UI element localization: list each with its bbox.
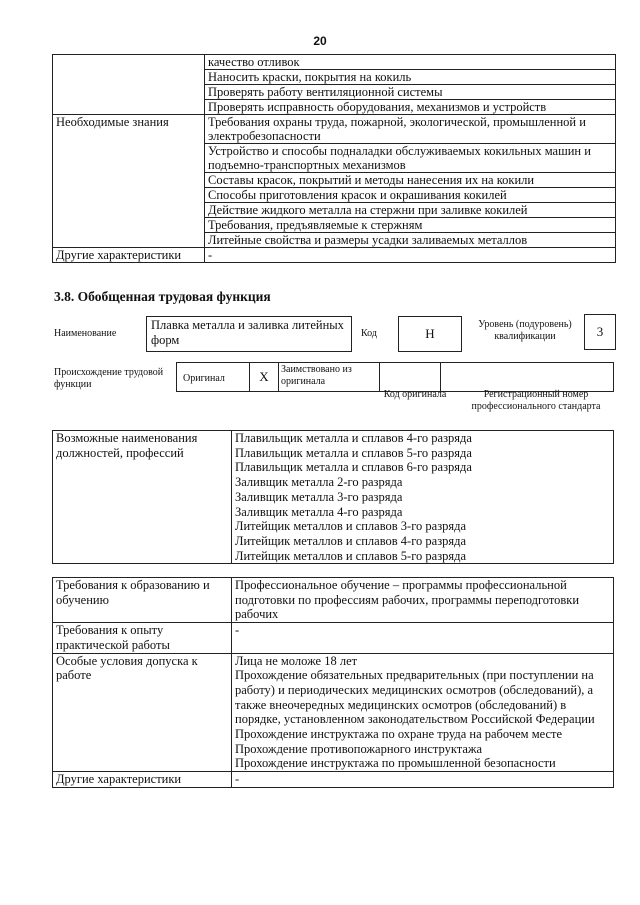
education-value: Профессиональное обучение – программы профессиональной подготовки по профессиям рабочих, программы переподготовки рабочих (232, 578, 614, 623)
list-item: Плавильщик металла и сплавов 5-го разряда (235, 445, 472, 460)
experience-label: Требования к опыту практической работы (53, 623, 232, 653)
reg-number-cell (441, 363, 614, 392)
admission-label: Особые условия допуска к работе (53, 653, 232, 772)
list-item: Прохождение противопожарного инструктажа (235, 741, 483, 756)
list-item: Устройство и способы подналадки обслуживаемых кокильных машин и подъемно-транспортных механизмов (205, 144, 615, 173)
list-item: Требования охраны труда, пожарной, экологической, промышленной и электробезопасности (205, 115, 615, 144)
list-item: Плавильщик металла и сплавов 6-го разряда (235, 460, 472, 475)
list-item: Литейщик металлов и сплавов 4-го разряда (235, 533, 467, 548)
list-item: Проверять исправность оборудования, механизмов и устройств (208, 100, 547, 114)
code-label: Код (361, 328, 377, 339)
row-label (53, 55, 205, 115)
level-box (584, 314, 616, 350)
code-box (398, 316, 462, 352)
level-label: Уровень (подуровень) квалификации (478, 319, 572, 342)
function-name-box (146, 316, 352, 352)
list-item: - (205, 248, 616, 263)
section-title: 3.8. Обобщенная трудовая функция (54, 289, 271, 304)
function-name: Плавка металла и заливка литейных форм (151, 318, 344, 347)
list-item: Прохождение инструктажа по охране труда на рабочем месте (235, 727, 563, 742)
reg-number-label: Регистрационный номер профессионального стандарта (471, 389, 601, 412)
original-mark: X (259, 369, 269, 384)
positions-label: Возможные наименования должностей, профессий (53, 431, 232, 564)
list-item: Заливщик металла 4-го разряда (235, 504, 403, 519)
list-item: Плавильщик металла и сплавов 4-го разряда (235, 431, 472, 445)
list-item: Лица не моложе 18 лет (235, 653, 358, 668)
code-original-cell (380, 363, 441, 392)
level-value: 3 (596, 324, 604, 339)
code-value: H (425, 326, 435, 341)
list-item: Действие жидкого металла на стержни при заливке кокилей (205, 203, 615, 218)
original-label: Оригинал (183, 373, 225, 384)
skills-knowledge-table (52, 54, 616, 263)
other-value: - (232, 772, 614, 788)
list-item: Литейщик металлов и сплавов 5-го разряда (235, 548, 467, 563)
experience-value: - (232, 623, 614, 653)
requirements-table (52, 577, 614, 788)
page-number: 20 (313, 34, 327, 48)
origin-label: Происхождение трудовой функции (54, 367, 164, 390)
list-item: Литейщик металлов и сплавов 3-го разряда (235, 519, 467, 534)
list-item: Способы приготовления красок и окрашивания кокилей (205, 188, 615, 203)
list-item: качество отливок (205, 55, 615, 70)
education-label: Требования к образованию и обучению (53, 578, 232, 623)
name-label: Наименование (54, 328, 117, 339)
origin-table (176, 362, 614, 392)
list-item: Требования, предъявляемые к стержням (205, 218, 615, 233)
list-item: Заливщик металла 3-го разряда (235, 489, 403, 504)
list-item: Прохождение обязательных предварительных (при поступлении на работу) и периодических медицинских осмотров (обследований), а также внеочередных медицинских осмотров (обследований) в порядке, установленном законодательством Российской Федерации (235, 668, 595, 727)
list-item: Проверять работу вентиляционной системы (205, 85, 615, 100)
row-label-knowledge: Необходимые знания (53, 115, 205, 248)
list-item: Заливщик металла 2-го разряда (235, 475, 403, 490)
other-label: Другие характеристики (53, 772, 232, 788)
code-original-label: Код оригинала (383, 389, 447, 400)
list-item: Составы красок, покрытий и методы нанесения их на кокили (205, 173, 615, 188)
borrowed-label: Заимствовано из оригинала (281, 364, 352, 387)
positions-table (52, 430, 614, 564)
row-label-other: Другие характеристики (53, 248, 205, 263)
list-item: Литейные свойства и размеры усадки заливаемых металлов (208, 233, 528, 247)
list-item: Прохождение инструктажа по промышленной безопасности (235, 756, 556, 771)
list-item: Наносить краски, покрытия на кокиль (205, 70, 615, 85)
